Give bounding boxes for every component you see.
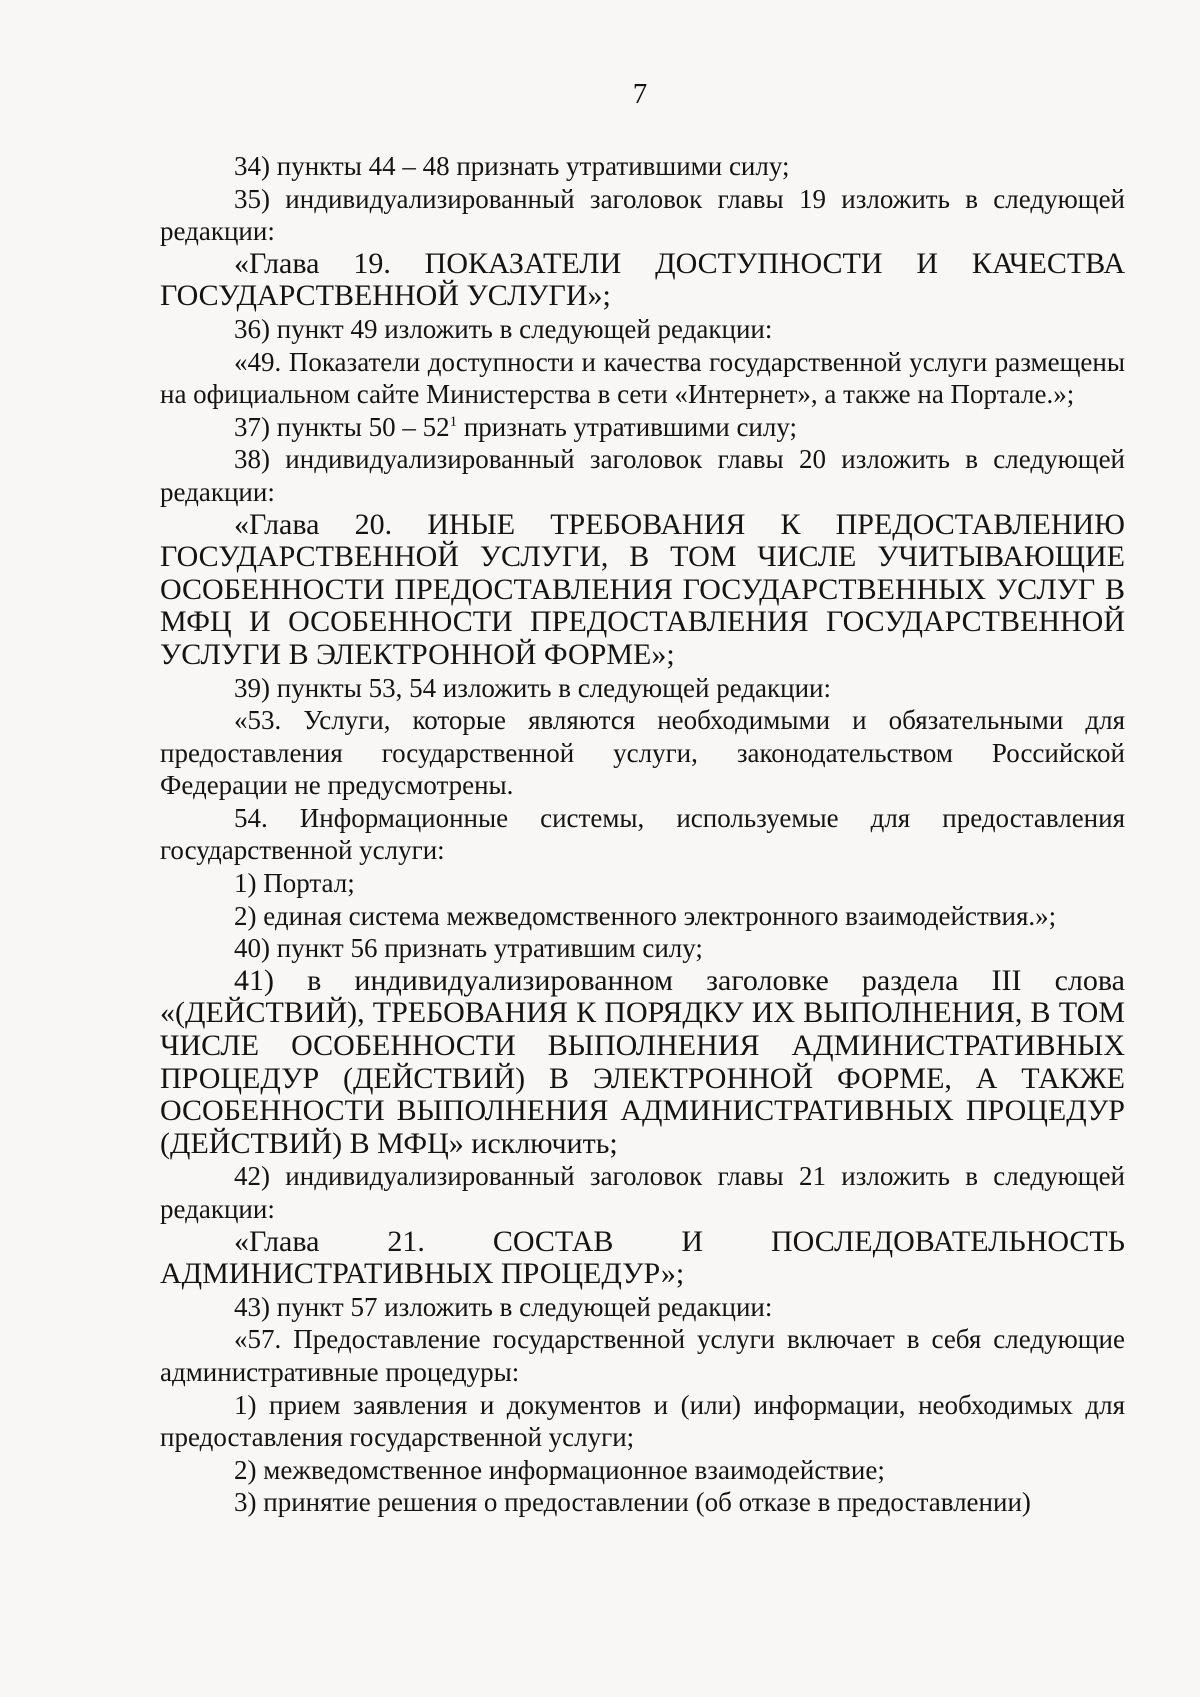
superscript: 1 <box>449 413 458 430</box>
paragraph-35: 35) индивидуализированный заголовок главы 19 изложить в следующей редакции: <box>160 183 1125 247</box>
paragraph-39: 39) пункты 53, 54 изложить в следующей редакции: <box>234 672 832 703</box>
paragraph-40: 40) пункт 56 признать утратившим силу; <box>234 933 703 964</box>
point-49-text: «49. Показатели доступности и качества государственной услуги размещены на официальном сайте Министерства в сети «Интернет», а также на Портале.»; <box>160 346 1125 410</box>
chapter-21-heading: «Глава 21. СОСТАВ И ПОСЛЕДОВАТЕЛЬНОСТЬ АДМИНИСТРАТИВНЫХ ПРОЦЕДУР»; <box>160 1224 1125 1291</box>
paragraph-36: 36) пункт 49 изложить в следующей редакции: <box>234 313 773 344</box>
point-57-item-2: 2) межведомственное информационное взаимодействие; <box>234 1454 885 1485</box>
paragraph-41: 41) в индивидуализированном заголовке раздела III слова «(ДЕЙСТВИЙ), ТРЕБОВАНИЯ К ПОРЯДКУ ИХ ВЫПОЛНЕНИЯ, В ТОМ ЧИСЛЕ ОСОБЕННОСТИ ВЫПОЛНЕНИЯ АДМИНИСТРАТИВНЫХ ПРОЦЕДУР (ДЕЙСТВИЙ) В ЭЛЕКТРОННОЙ ФОРМЕ, А ТАКЖЕ ОСОБЕННОСТИ ВЫПОЛНЕНИЯ АДМИНИСТРАТИВНЫХ ПРОЦЕДУР (ДЕЙСТВИЙ) В МФЦ» исключить; <box>160 963 1125 1160</box>
chapter-20-heading: «Глава 20. ИНЫЕ ТРЕБОВАНИЯ К ПРЕДОСТАВЛЕНИЮ ГОСУДАРСТВЕННОЙ УСЛУГИ, В ТОМ ЧИСЛЕ УЧИТЫВАЮЩИЕ ОСОБЕННОСТИ ПРЕДОСТАВЛЕНИЯ ГОСУДАРСТВЕННЫХ УСЛУГ В МФЦ И ОСОБЕННОСТИ ПРЕДОСТАВЛЕНИЯ ГОСУДАРСТВЕННОЙ УСЛУГИ В ЭЛЕКТРОННОЙ ФОРМЕ»; <box>160 507 1125 671</box>
paragraph-43: 43) пункт 57 изложить в следующей редакции: <box>234 1291 773 1322</box>
point-57-item-3: 3) принятие решения о предоставлении (об отказе в предоставлении) <box>234 1487 1031 1518</box>
document-body <box>160 150 1125 1519</box>
paragraph-38: 38) индивидуализированный заголовок главы 20 изложить в следующей редакции: <box>160 444 1125 507</box>
paragraph-37 <box>160 411 1125 444</box>
paragraph-37-tail: признать утратившими силу; <box>457 411 797 442</box>
point-54-text: 54. Информационные системы, используемые для предоставления государственной услуги: <box>160 802 1125 866</box>
point-57-text: «57. Предоставление государственной услуги включает в себя следующие административные процедуры: <box>160 1324 1125 1387</box>
paragraph-34: 34) пункты 44 – 48 признать утратившими силу; <box>234 151 790 181</box>
page-number: 7 <box>632 78 648 110</box>
point-57-item-1: 1) прием заявления и документов и (или) информации, необходимых для предоставления государственной услуги; <box>160 1389 1125 1453</box>
point-54-item-2: 2) единая система межведомственного электронного взаимодействия.»; <box>234 900 1057 931</box>
chapter-19-heading: «Глава 19. ПОКАЗАТЕЛИ ДОСТУПНОСТИ И КАЧЕСТВА ГОСУДАРСТВЕННОЙ УСЛУГИ»; <box>160 246 1125 313</box>
point-54-item-1: 1) Портал; <box>234 868 355 899</box>
point-53-text: «53. Услуги, которые являются необходимыми и обязательными для предоставления государственной услуги, законодательством Российской Федерации не предусмотрены. <box>160 705 1125 801</box>
paragraph-42: 42) индивидуализированный заголовок главы 21 изложить в следующей редакции: <box>160 1161 1125 1224</box>
paragraph-37-text: 37) пункты 50 – 52 <box>234 411 450 442</box>
